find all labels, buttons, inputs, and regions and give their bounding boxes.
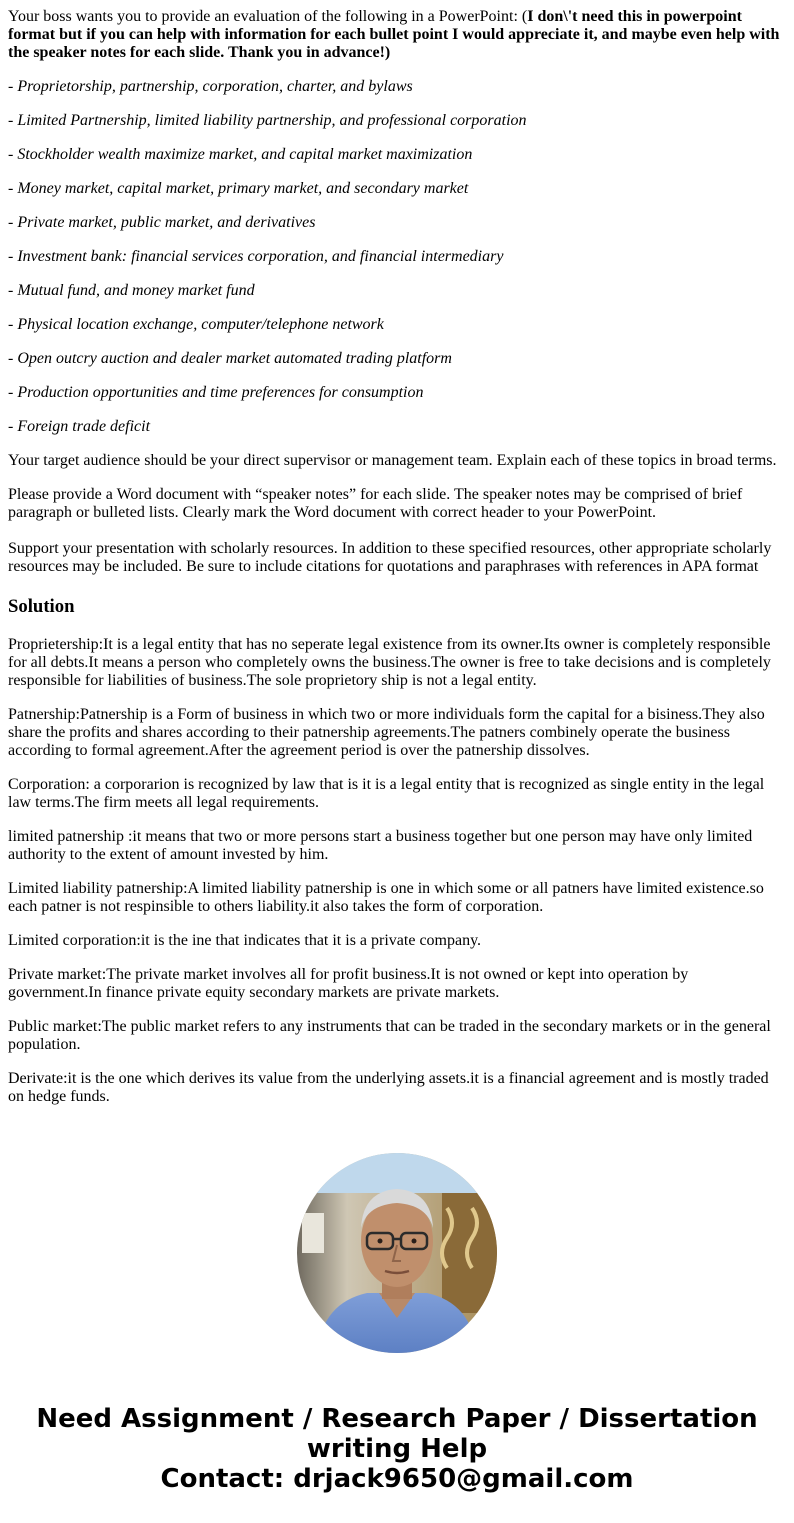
document-body xyxy=(8,8,786,1122)
solution-body xyxy=(8,636,786,1106)
solution-paragraph: Limited corporation:it is the ine that indicates that it is a private company. xyxy=(8,932,482,949)
topic-item: - Stockholder wealth maximize market, and capital market maximization xyxy=(8,146,473,163)
topic-list xyxy=(8,78,786,436)
topic-item: - Proprietorship, partnership, corporation, charter, and bylaws xyxy=(8,78,413,95)
portrait-image xyxy=(297,1153,497,1353)
solution-paragraph: Patnership:Patnership is a Form of business in which two or more individuals form the capital for a bisiness.They also share the profits and shares according to their patnership agreements.The patners combinely operate the business according to formal agreement.After the agreement period is over the patnership dissolves. xyxy=(8,706,765,759)
topic-item: - Limited Partnership, limited liability partnership, and professional corporation xyxy=(8,112,527,129)
topic-item: - Private market, public market, and derivatives xyxy=(8,214,316,231)
solution-paragraph: limited patnership :it means that two or more persons start a business together but one person may have only limited authority to the extent of amount invested by him. xyxy=(8,828,753,863)
topic-item: - Mutual fund, and money market fund xyxy=(8,282,255,299)
topic-item: - Open outcry auction and dealer market automated trading platform xyxy=(8,350,452,367)
intro-bold-note: I don\'t need this in powerpoint format but if you can help with information for each bullet point I would appreciate it, and maybe even help with the speaker notes for each slide. Thank you in advance!) xyxy=(8,8,780,61)
promo-headline: Need Assignment / Research Paper / Dissertation writing Help xyxy=(36,1404,758,1464)
promo-banner xyxy=(0,1404,794,1494)
author-avatar xyxy=(297,1153,497,1353)
solution-paragraph: Corporation: a corporarion is recognized by law that is it is a legal entity that is recognized as single entity in the legal law terms.The firm meets all legal requirements. xyxy=(8,776,765,811)
word-doc-paragraph: Please provide a Word document with “speaker notes” for each slide. The speaker notes may be comprised of brief paragraph or bulleted lists. Clearly mark the Word document with correct header to your PowerPoint. xyxy=(8,486,743,521)
support-paragraph: Support your presentation with scholarly resources. In addition to these specified resources, other appropriate scholarly resources may be included. Be sure to include citations for quotations and paraphrases with references in APA format xyxy=(8,540,772,575)
solution-paragraph: Limited liability patnership:A limited liability patnership is one in which some or all patners have limited existence.so each patner is not respinsible to others liability.it also takes the form of corporation. xyxy=(8,880,764,915)
question-intro xyxy=(8,8,786,62)
solution-paragraph: Derivate:it is the one which derives its value from the underlying assets.it is a financial agreement and is mostly traded on hedge funds. xyxy=(8,1070,769,1105)
topic-item: - Foreign trade deficit xyxy=(8,418,151,435)
intro-lead: Your boss wants you to provide an evaluation of the following in a PowerPoint: ( xyxy=(8,8,528,25)
topic-item: - Physical location exchange, computer/telephone network xyxy=(8,316,384,333)
topic-item: - Investment bank: financial services corporation, and financial intermediary xyxy=(8,248,504,265)
solution-paragraph: Public market:The public market refers to any instruments that can be traded in the secondary markets or in the general population. xyxy=(8,1018,771,1053)
solution-heading: Solution xyxy=(8,596,75,617)
topic-item: - Money market, capital market, primary market, and secondary market xyxy=(8,180,469,197)
promo-contact: Contact: drjack9650@gmail.com xyxy=(160,1464,634,1494)
solution-paragraph: Proprietership:It is a legal entity that has no seperate legal existence from its owner.Its owner is completely responsible for all debts.It means a person who completely owns the business.The owner is free to take decisions and is completely responsible for liabilities of business.The sole proprietory ship is not a legal entity. xyxy=(8,636,771,689)
solution-paragraph: Private market:The private market involves all for profit business.It is not owned or kept into operation by government.In finance private equity secondary markets are private markets. xyxy=(8,966,689,1001)
audience-paragraph: Your target audience should be your direct supervisor or management team. Explain each of these topics in broad terms. xyxy=(8,452,777,469)
topic-item: - Production opportunities and time preferences for consumption xyxy=(8,384,424,401)
